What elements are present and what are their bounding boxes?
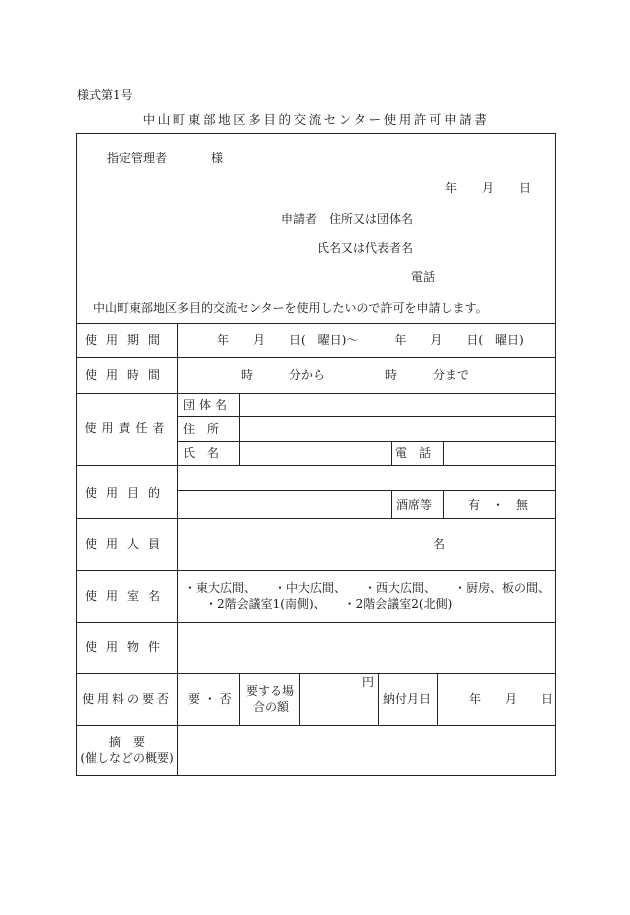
- fee-amount-label-2: 合の額: [253, 700, 290, 714]
- purpose-label: 使用目的: [84, 486, 169, 500]
- summary-input[interactable]: [178, 726, 554, 775]
- manager-phone-input[interactable]: [444, 442, 554, 465]
- manager-label: 使用責任者: [84, 421, 170, 435]
- date-year[interactable]: 年: [445, 181, 458, 195]
- manager-address-label: 住 所: [183, 422, 220, 436]
- time-field[interactable]: 時 分から 時 分まで: [241, 368, 470, 382]
- manager-group-input[interactable]: [240, 394, 554, 416]
- payment-date[interactable]: 年 月 日: [469, 692, 554, 706]
- people-label: 使用人員: [84, 537, 169, 551]
- payment-date-label: 納付月日: [383, 692, 432, 706]
- period-field[interactable]: 年 月 日( 曜日)～ 年 月 日( 曜日): [217, 333, 524, 347]
- summary-sublabel: (催しなどの概要): [80, 751, 174, 765]
- period-label: 使用期間: [84, 333, 169, 347]
- alcohol-options[interactable]: 有 ・ 無: [468, 498, 529, 512]
- fee-label: 使用料の要否: [81, 692, 172, 706]
- fee-amount-input[interactable]: [300, 674, 377, 724]
- honorific: 様: [211, 151, 224, 165]
- form-number: 様式第1号: [77, 88, 133, 102]
- manager-group-label: 団体名: [183, 398, 232, 412]
- manager-phone-label: 電 話: [395, 446, 432, 460]
- people-unit: 名: [433, 537, 446, 551]
- date-month[interactable]: 月: [482, 181, 495, 195]
- time-label: 使用時間: [84, 368, 169, 382]
- items-label: 使用物件: [84, 640, 169, 654]
- application-statement: 中山町東部地区多目的交流センターを使用したいので許可を申請します。: [93, 301, 488, 315]
- applicant-label: 申請者: [281, 212, 318, 226]
- room-options-line2[interactable]: ・2階会議室1(南側)、 ・2階会議室2(北側): [205, 597, 453, 611]
- applicant-name-label: 氏名又は代表者名: [317, 241, 414, 255]
- date-day[interactable]: 日: [519, 181, 532, 195]
- manager-name-label: 氏 名: [183, 446, 220, 460]
- room-label: 使用室名: [84, 589, 169, 603]
- manager-address-input[interactable]: [240, 417, 554, 441]
- form-title: 中山町東部地区多目的交流センター使用許可申請書: [142, 112, 490, 127]
- recipient-label: 指定管理者: [107, 151, 168, 165]
- applicant-phone-label: 電話: [411, 270, 436, 284]
- application-form: [76, 133, 556, 776]
- fee-required-options[interactable]: 要 ・ 否: [188, 692, 232, 706]
- applicant-address-label: 住所又は団体名: [329, 212, 414, 226]
- items-input[interactable]: [178, 623, 554, 673]
- summary-label: 摘 要: [108, 735, 145, 749]
- alcohol-label: 酒席等: [396, 498, 433, 512]
- purpose-input[interactable]: [178, 466, 554, 490]
- fee-currency: 円: [362, 675, 375, 689]
- manager-name-input[interactable]: [240, 442, 390, 465]
- fee-amount-label: 要する場: [246, 684, 295, 698]
- room-options-line1[interactable]: ・東大広間、 ・中大広間、 ・西大広間、 ・厨房、板の間、: [184, 581, 551, 595]
